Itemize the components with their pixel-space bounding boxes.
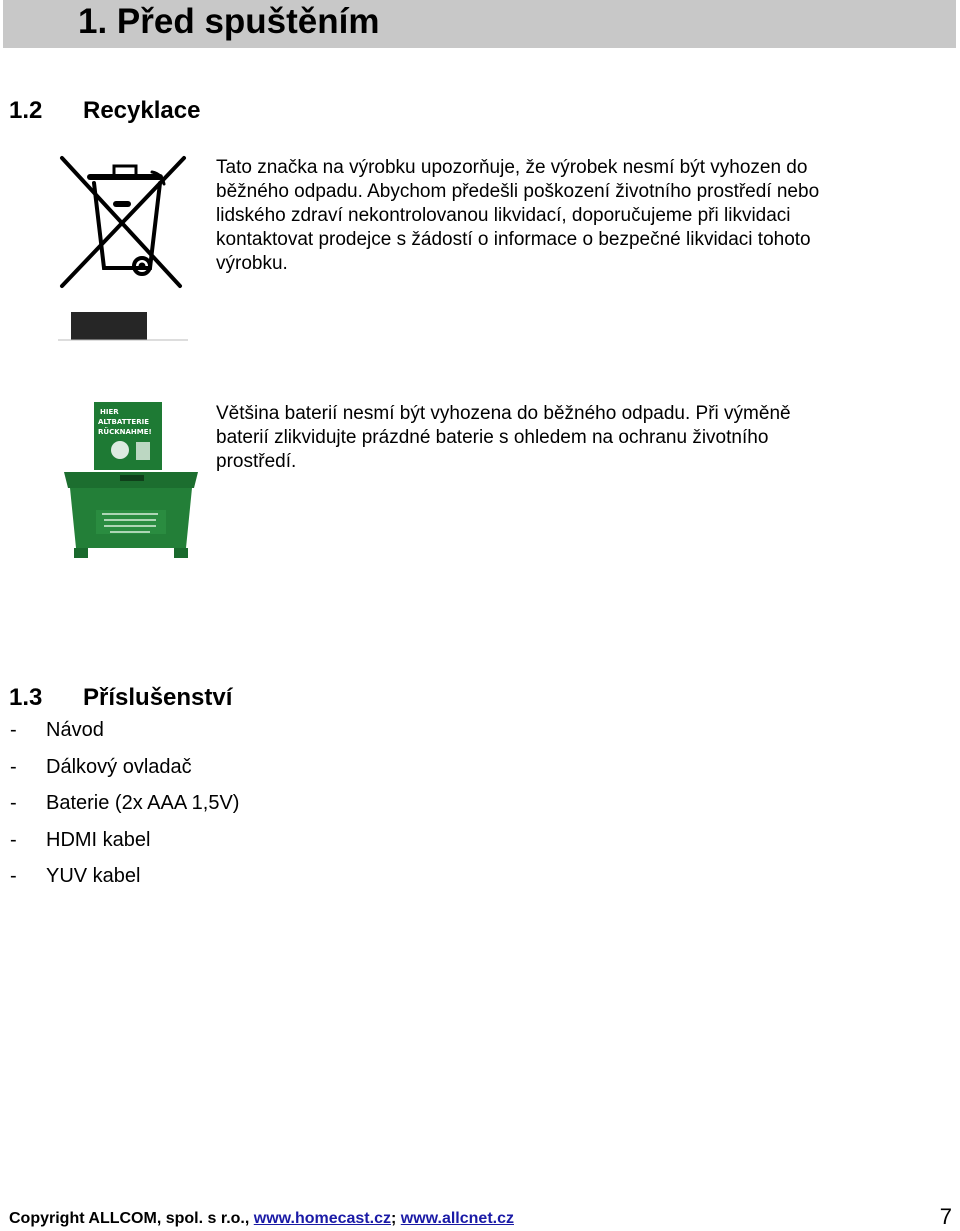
list-item [10, 716, 239, 753]
battery-paragraph [216, 402, 906, 474]
battery-collection-box-icon [60, 398, 202, 560]
section-heading-accessories [9, 683, 232, 713]
list-bullet: - [10, 828, 17, 851]
section-title: Příslušenství [83, 684, 233, 711]
list-item-label: Dálkový ovladač [46, 755, 192, 778]
paragraph-line: Tato značka na výrobku upozorňuje, že výrobek nesmí být vyhozen do [216, 157, 808, 178]
paragraph-line: kontaktovat prodejce s žádostí o informace o bezpečné likvidaci tohoto [216, 229, 811, 250]
list-item-label: HDMI kabel [46, 828, 151, 851]
recycling-paragraph [216, 156, 906, 276]
link-separator: ; [390, 1210, 401, 1227]
list-bullet: - [10, 865, 17, 887]
crossed-out-bin-icon [56, 150, 190, 342]
list-item [10, 789, 239, 826]
list-bullet: - [10, 719, 17, 741]
paragraph-line: běžného odpadu. Abychom předešli poškození životního prostředí nebo [216, 181, 820, 202]
section-number: 1.2 [9, 97, 43, 124]
box-sign-line: RÜCKNAHME! [98, 428, 152, 436]
page-number: 7 [939, 1204, 952, 1229]
section-heading-recycling [9, 96, 200, 126]
list-bullet: - [10, 755, 17, 778]
list-item [10, 753, 239, 790]
chapter-title: 1. Před spuštěním [78, 2, 380, 41]
section-title: Recyklace [83, 97, 201, 124]
paragraph-line: Většina baterií nesmí být vyhozena do běžného odpadu. Při výměně [216, 403, 791, 424]
paragraph-line: výrobku. [216, 253, 288, 274]
list-bullet: - [10, 792, 17, 814]
list-item [10, 862, 239, 899]
copyright-text: Copyright ALLCOM, spol. s r.o., [9, 1210, 254, 1227]
list-item-label: YUV kabel [46, 865, 141, 887]
section-number: 1.3 [9, 684, 43, 711]
list-item-label: Návod [46, 719, 104, 741]
paragraph-line: baterií zlikvidujte prázdné baterie s ohledem na ochranu životního [216, 427, 769, 448]
homecast-link[interactable]: www.homecast.cz [253, 1210, 391, 1227]
box-sign-line: ALTBATTERIE [98, 418, 149, 426]
box-sign-line: HIER [100, 408, 119, 416]
paragraph-line: prostředí. [216, 451, 297, 472]
list-item-label: Baterie (2x AAA 1,5V) [46, 792, 240, 814]
allcnet-link[interactable]: www.allcnet.cz [400, 1210, 514, 1227]
list-item [10, 826, 239, 863]
accessories-list [10, 716, 239, 899]
footer-copyright [9, 1208, 514, 1230]
paragraph-line: lidského zdraví nekontrolovanou likvidací, doporučujeme při likvidaci [216, 205, 791, 226]
